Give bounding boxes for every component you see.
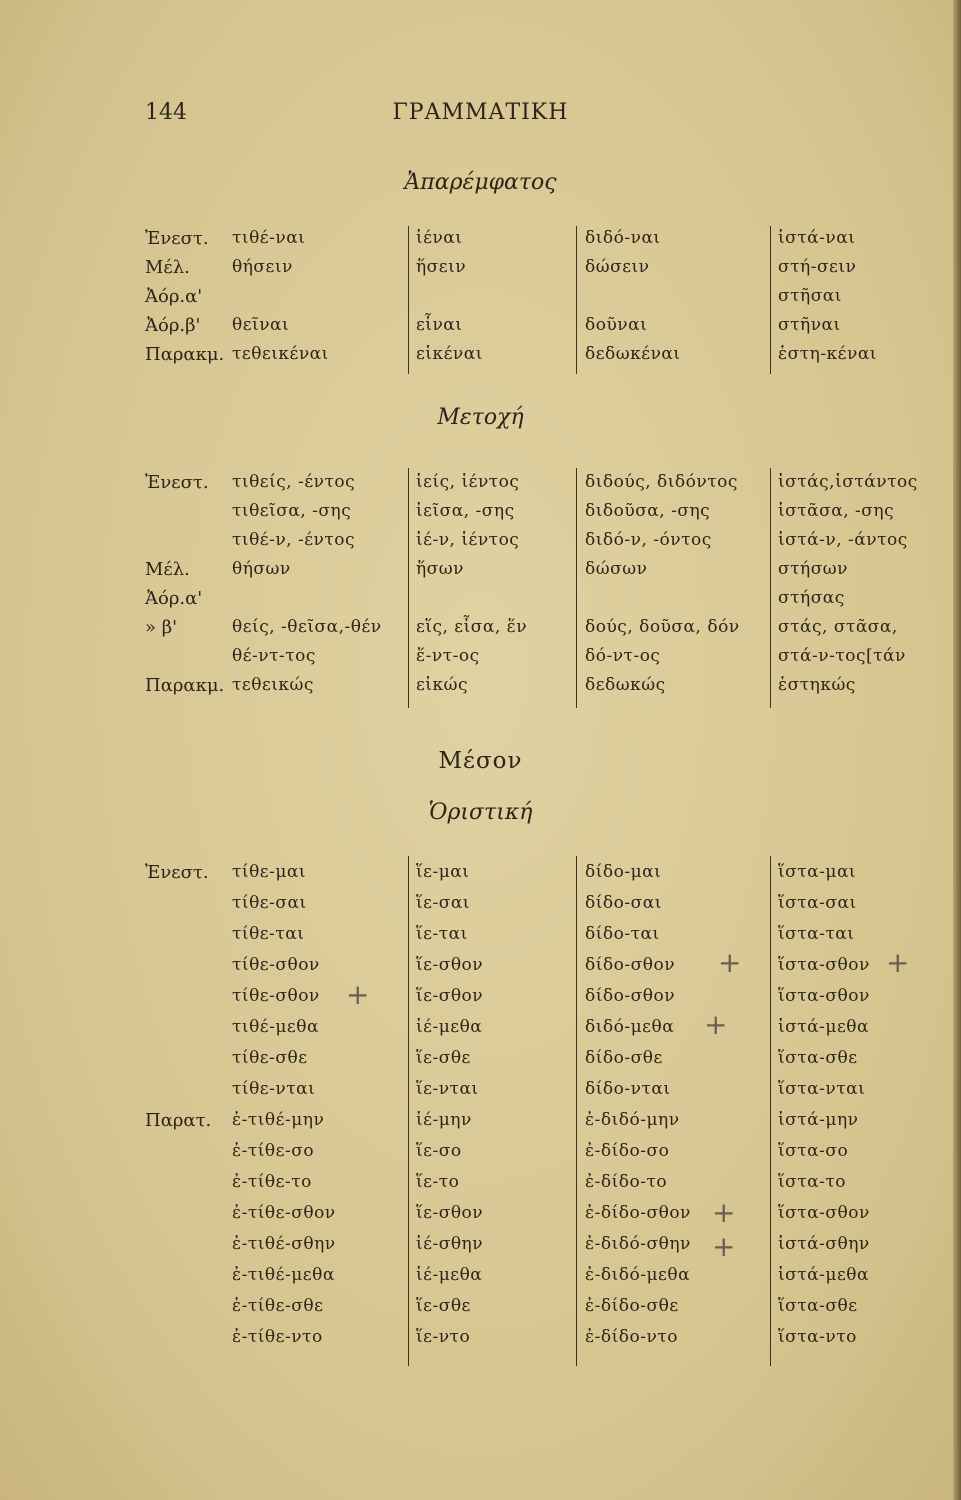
table-cell: ἱστά-σθην bbox=[778, 1234, 870, 1254]
pencil-cross-mark: + bbox=[346, 978, 370, 1011]
table-cell: ἵε-σθε bbox=[416, 1296, 471, 1316]
table-cell: στήσων bbox=[778, 559, 848, 579]
table-cell: ἐ-διδό-μεθα bbox=[585, 1265, 691, 1285]
table-cell: ἱέ-μεθα bbox=[416, 1017, 483, 1037]
table-cell: ἱεῖσα, -σης bbox=[416, 501, 515, 521]
pencil-cross-mark: + bbox=[704, 1008, 728, 1041]
table-cell: τίθε-ται bbox=[232, 924, 305, 944]
row-label: Ἐνεστ. bbox=[145, 228, 209, 249]
table-cell: διδό-ν, -όντος bbox=[585, 530, 712, 550]
table-cell: ἱστά-μην bbox=[778, 1110, 859, 1130]
table-cell: εἷναι bbox=[416, 315, 463, 335]
table-cell: ἐ-διδό-μην bbox=[585, 1110, 680, 1130]
table-cell: ἱέναι bbox=[416, 228, 463, 248]
table-cell: ἐ-δίδο-ντο bbox=[585, 1327, 678, 1347]
column-divider bbox=[408, 856, 409, 1366]
row-label: Ἐνεστ. bbox=[145, 472, 209, 493]
table-cell: ἐ-τιθέ-μην bbox=[232, 1110, 325, 1130]
row-label: Ἐνεστ. bbox=[145, 862, 209, 883]
column-divider bbox=[576, 856, 577, 1366]
table-cell: ἱστᾶσα, -σης bbox=[778, 501, 895, 521]
table-cell: στή-σειν bbox=[778, 257, 857, 277]
table-cell: ἐ-τίθε-σθον bbox=[232, 1203, 336, 1223]
table-cell: ἵε-σθον bbox=[416, 986, 484, 1006]
table-cell: δεδωκώς bbox=[585, 675, 666, 695]
table-cell: δίδο-ται bbox=[585, 924, 660, 944]
table-cell: στῆσαι bbox=[778, 286, 842, 306]
row-label: Παρατ. bbox=[145, 1110, 212, 1131]
table-cell: δίδο-σθον bbox=[585, 986, 676, 1006]
table-cell: ἐ-τίθε-ντο bbox=[232, 1327, 323, 1347]
table-cell: τιθέ-ν, -έντος bbox=[232, 530, 356, 550]
table-cell: τιθείς, -έντος bbox=[232, 472, 356, 492]
table-cell: ἱέ-μην bbox=[416, 1110, 472, 1130]
table-cell: ἐ-δίδο-σο bbox=[585, 1141, 670, 1161]
table-cell: τίθε-σθον bbox=[232, 955, 320, 975]
table-cell: ἥσων bbox=[416, 559, 464, 579]
table-cell: δίδο-σαι bbox=[585, 893, 662, 913]
table-cell: ἵστα-σθε bbox=[778, 1296, 858, 1316]
table-cell: θήσειν bbox=[232, 257, 293, 277]
table-cell: ἵστα-σθε bbox=[778, 1048, 858, 1068]
table-cell: στήσας bbox=[778, 588, 845, 608]
table-cell: ἵε-σαι bbox=[416, 893, 470, 913]
table-cell: ἵστα-ντο bbox=[778, 1327, 857, 1347]
column-divider bbox=[770, 468, 771, 708]
table-cell: ἐ-διδό-σθην bbox=[585, 1234, 691, 1254]
table-cell: δίδο-σθον bbox=[585, 955, 676, 975]
column-divider bbox=[408, 226, 409, 374]
table-cell: ἑστηκώς bbox=[778, 675, 856, 695]
pencil-cross-mark: + bbox=[718, 946, 742, 979]
table-cell: ἐ-τίθε-το bbox=[232, 1172, 312, 1192]
table-cell: διδούς, διδόντος bbox=[585, 472, 738, 492]
table-cell: ἵε-σθε bbox=[416, 1048, 471, 1068]
row-label: Μέλ. bbox=[145, 257, 190, 278]
table-cell: δίδο-σθε bbox=[585, 1048, 663, 1068]
table-cell: εἱκέναι bbox=[416, 344, 483, 364]
column-divider bbox=[408, 468, 409, 708]
table-cell: ἵστα-το bbox=[778, 1172, 847, 1192]
indicative-heading: Ὁριστική bbox=[428, 800, 533, 825]
table-cell: θεῖναι bbox=[232, 315, 290, 335]
table-cell: ἵε-νται bbox=[416, 1079, 479, 1099]
table-cell: ἐ-δίδο-το bbox=[585, 1172, 668, 1192]
table-cell: διδοῦσα, -σης bbox=[585, 501, 711, 521]
table-cell: δεδωκέναι bbox=[585, 344, 681, 364]
column-divider bbox=[770, 856, 771, 1366]
table-cell: τίθε-σθε bbox=[232, 1048, 308, 1068]
table-cell: τιθέ-ναι bbox=[232, 228, 306, 248]
table-cell: τιθέ-μεθα bbox=[232, 1017, 319, 1037]
column-divider bbox=[576, 226, 577, 374]
table-cell: ἵστα-νται bbox=[778, 1079, 866, 1099]
table-cell: ἵε-το bbox=[416, 1172, 460, 1192]
table-cell: ἐ-τίθε-σθε bbox=[232, 1296, 324, 1316]
table-cell: τεθεικώς bbox=[232, 675, 314, 695]
table-cell: ἱστάς,ἱστάντος bbox=[778, 472, 918, 492]
table-cell: δίδο-μαι bbox=[585, 862, 662, 882]
table-cell: διδό-ναι bbox=[585, 228, 661, 248]
table-cell: ἐ-τίθε-σο bbox=[232, 1141, 315, 1161]
row-label: Παρακμ. bbox=[145, 344, 225, 365]
table-cell: δώσων bbox=[585, 559, 648, 579]
column-divider bbox=[576, 468, 577, 708]
table-cell: ἐ-δίδο-σθον bbox=[585, 1203, 691, 1223]
table-cell: ἱέ-σθην bbox=[416, 1234, 484, 1254]
table-cell: ἱείς, ἱέντος bbox=[416, 472, 520, 492]
table-cell: ἱστά-μεθα bbox=[778, 1017, 869, 1037]
table-cell: ἐ-δίδο-σθε bbox=[585, 1296, 679, 1316]
table-cell: ἵστα-σθον bbox=[778, 955, 870, 975]
table-cell: στῆναι bbox=[778, 315, 841, 335]
table-cell: τιθεῖσα, -σης bbox=[232, 501, 352, 521]
table-cell: δούς, δοῦσα, δόν bbox=[585, 617, 740, 637]
table-cell: ἵε-ντο bbox=[416, 1327, 471, 1347]
table-cell: ἵε-ται bbox=[416, 924, 468, 944]
table-cell: ἵστα-σθον bbox=[778, 986, 870, 1006]
table-cell: ἱστά-μεθα bbox=[778, 1265, 869, 1285]
table-cell: εἵς, εἷσα, ἕν bbox=[416, 617, 528, 637]
table-cell: ἵστα-σο bbox=[778, 1141, 849, 1161]
table-cell: ἕ-ντ-ος bbox=[416, 646, 480, 666]
table-cell: θείς, -θεῖσα,-θέν bbox=[232, 617, 382, 637]
table-cell: ἵστα-σαι bbox=[778, 893, 857, 913]
table-cell: ἵε-σθον bbox=[416, 955, 484, 975]
running-title: ΓΡΑΜΜΑΤΙΚΗ bbox=[392, 100, 569, 125]
table-cell: τίθε-μαι bbox=[232, 862, 307, 882]
table-cell: τίθε-σαι bbox=[232, 893, 307, 913]
participle-heading: Μετοχή bbox=[437, 405, 524, 430]
table-cell: δό-ντ-ος bbox=[585, 646, 661, 666]
row-label: Ἀόρ.α' bbox=[145, 286, 203, 307]
row-label: Μέλ. bbox=[145, 559, 190, 580]
row-label: Παρακμ. bbox=[145, 675, 225, 696]
infinitive-heading: Ἀπαρέμφατος bbox=[404, 170, 557, 195]
table-cell: τίθε-νται bbox=[232, 1079, 316, 1099]
table-cell: ἑστη-κέναι bbox=[778, 344, 877, 364]
table-cell: θέ-ντ-τος bbox=[232, 646, 316, 666]
table-cell: ἵε-μαι bbox=[416, 862, 470, 882]
table-cell: ἐ-τιθέ-σθην bbox=[232, 1234, 336, 1254]
table-cell: ἵε-σο bbox=[416, 1141, 462, 1161]
page-number: 144 bbox=[145, 100, 187, 125]
table-cell: δώσειν bbox=[585, 257, 650, 277]
table-cell: ἱστά-ν, -άντος bbox=[778, 530, 908, 550]
table-cell: δοῦναι bbox=[585, 315, 648, 335]
table-cell: τεθεικέναι bbox=[232, 344, 329, 364]
row-label: Ἀόρ.β' bbox=[145, 315, 201, 336]
table-cell: εἱκώς bbox=[416, 675, 468, 695]
table-cell: ἵστα-ται bbox=[778, 924, 855, 944]
table-cell: ἵστα-σθον bbox=[778, 1203, 870, 1223]
table-cell: ἱέ-μεθα bbox=[416, 1265, 483, 1285]
table-cell: τίθε-σθον bbox=[232, 986, 320, 1006]
table-cell: διδό-μεθα bbox=[585, 1017, 675, 1037]
table-cell: ἱστά-ναι bbox=[778, 228, 856, 248]
table-cell: ἐ-τιθέ-μεθα bbox=[232, 1265, 335, 1285]
pencil-cross-mark: + bbox=[712, 1230, 736, 1263]
table-cell: ἵε-σθον bbox=[416, 1203, 484, 1223]
table-cell: θήσων bbox=[232, 559, 291, 579]
row-label: Ἀόρ.α' bbox=[145, 588, 203, 609]
middle-voice-heading: Μέσον bbox=[438, 748, 523, 774]
table-cell: στά-ν-τος[τάν bbox=[778, 646, 906, 666]
pencil-cross-mark: + bbox=[712, 1196, 736, 1229]
table-cell: ἥσειν bbox=[416, 257, 467, 277]
pencil-cross-mark: + bbox=[886, 946, 910, 979]
table-cell: στάς, στᾶσα, bbox=[778, 617, 898, 637]
table-cell: ἱέ-ν, ἱέντος bbox=[416, 530, 520, 550]
table-cell: δίδο-νται bbox=[585, 1079, 671, 1099]
table-cell: ἵστα-μαι bbox=[778, 862, 857, 882]
row-label: » β' bbox=[145, 617, 178, 638]
column-divider bbox=[770, 226, 771, 374]
